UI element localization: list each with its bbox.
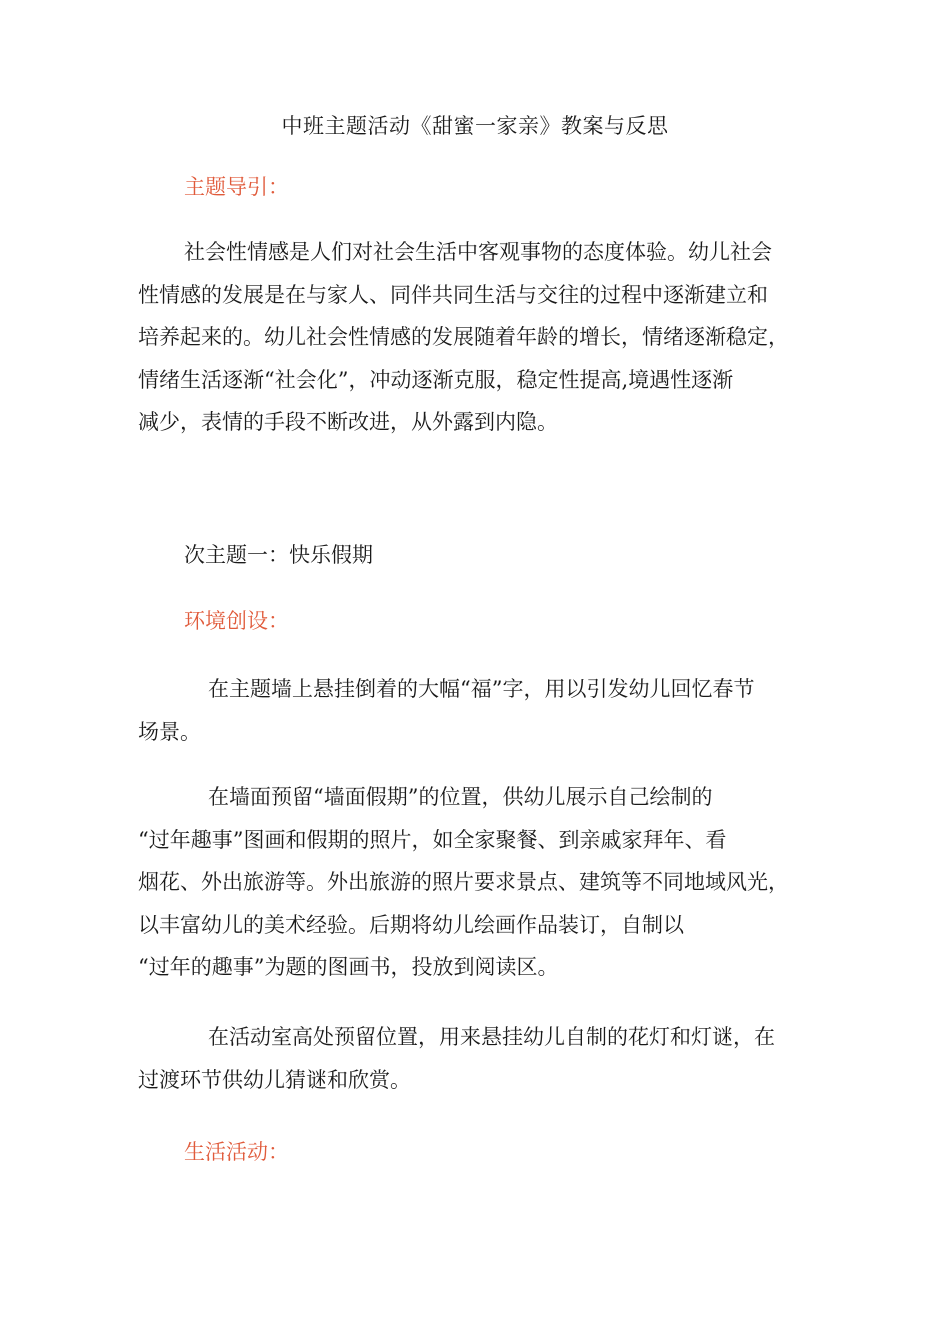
section-heading-life-activities: 生活活动： — [184, 1140, 289, 1164]
paragraph-line: 社会性情感是人们对社会生活中客观事物的态度体验。幼儿社会 — [184, 240, 772, 264]
paragraph-environment-1 — [138, 668, 818, 753]
paragraph-line: 培养起来的。幼儿社会性情感的发展随着年龄的增长，情绪逐渐稳定， — [138, 325, 789, 349]
paragraph-line: 以丰富幼儿的美术经验。后期将幼儿绘画作品装订，自制以 — [138, 912, 684, 937]
paragraph-line: 场景。 — [138, 719, 201, 744]
paragraph-environment-3 — [138, 1016, 818, 1101]
paragraph-line: 在活动室高处预留位置，用来悬挂幼儿自制的花灯和灯谜，在 — [208, 1025, 775, 1049]
section-heading-environment: 环境创设： — [184, 609, 289, 633]
subtheme-heading: 次主题一：快乐假期 — [184, 543, 373, 567]
paragraph-line: 在墙面预留“墙面假期”的位置，供幼儿展示自己绘制的 — [208, 785, 713, 809]
paragraph-environment-2 — [138, 776, 818, 989]
document-title: 中班主题活动《甜蜜一家亲》教案与反思 — [281, 114, 669, 138]
paragraph-theme-guide — [138, 231, 818, 444]
paragraph-line: 在主题墙上悬挂倒着的大幅“福”字，用以引发幼儿回忆春节 — [208, 677, 755, 701]
paragraph-line: 情绪生活逐渐“社会化”，冲动逐渐克服，稳定性提高,境遇性逐渐 — [138, 367, 734, 392]
paragraph-line: “过年的趣事”为题的图画书，投放到阅读区。 — [138, 955, 559, 979]
section-heading-theme-guide: 主题导引： — [184, 175, 289, 199]
paragraph-line: 性情感的发展是在与家人、同伴共同生活与交往的过程中逐渐建立和 — [138, 282, 768, 307]
paragraph-line: 过渡环节供幼儿猜谜和欣赏。 — [138, 1067, 411, 1092]
paragraph-line: “过年趣事”图画和假期的照片，如全家聚餐、到亲戚家拜年、看 — [138, 827, 727, 852]
paragraph-line: 减少，表情的手段不断改进，从外露到内隐。 — [138, 410, 558, 434]
paragraph-line: 烟花、外出旅游等。外出旅游的照片要求景点、建筑等不同地域风光， — [138, 870, 789, 894]
